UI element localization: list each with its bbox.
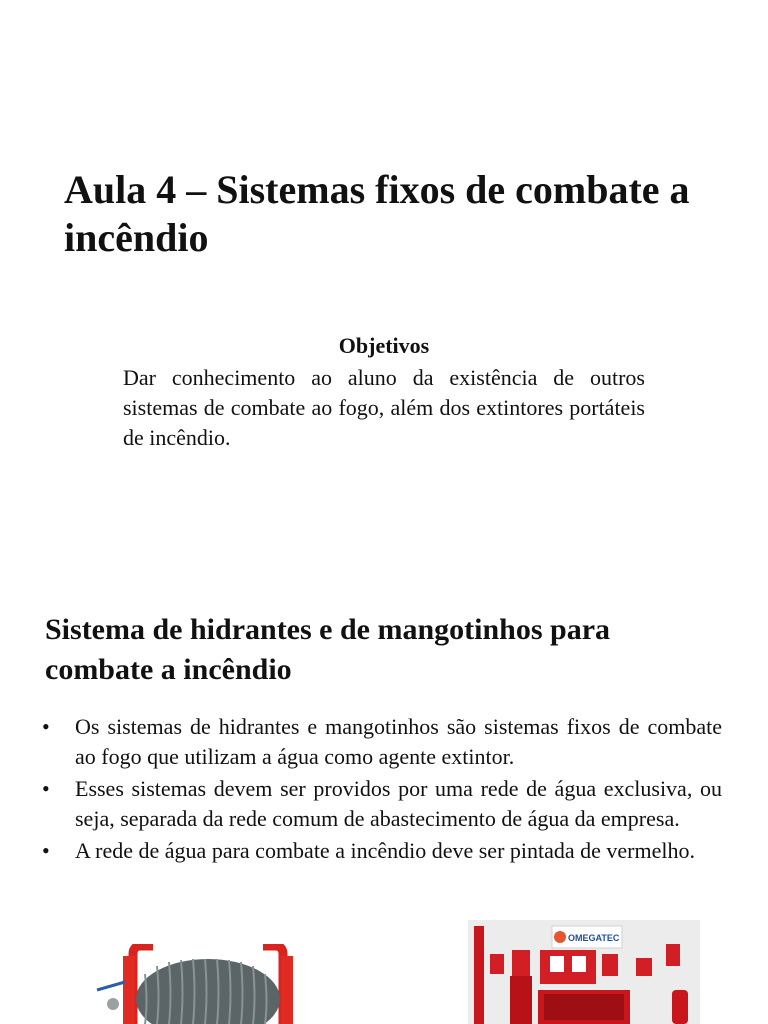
bullet-item	[42, 774, 722, 834]
slide-2	[0, 576, 768, 1024]
bullet-item	[42, 712, 722, 772]
bullet-icon: •	[42, 776, 50, 801]
hydrant-cabinet-image	[468, 920, 700, 1024]
bullet-item	[42, 836, 722, 866]
bullet-list	[42, 712, 722, 868]
bullet-text: Esses sistemas devem ser providos por uma rede de água exclusiva, ou seja, separada da rede comum de abastecimento de água da empresa.	[75, 776, 722, 831]
objectives-text: Dar conhecimento ao aluno da existência de outros sistemas de combate ao fogo, além dos extintores portáteis de incêndio.	[123, 365, 645, 450]
slide-title: Aula 4 – Sistemas fixos de combate a incêndio	[64, 167, 690, 260]
bullet-text: A rede de água para combate a incêndio deve ser pintada de vermelho.	[75, 838, 695, 863]
objectives-heading: Objetivos	[338, 333, 430, 358]
section-title: Sistema de hidrantes e de mangotinhos para combate a incêndio	[45, 613, 611, 686]
hose-reel-image	[93, 944, 323, 1024]
bullet-icon: •	[42, 838, 50, 863]
bullet-text: Os sistemas de hidrantes e mangotinhos são sistemas fixos de combate ao fogo que utilizam a água como agente extintor.	[75, 714, 722, 769]
bullet-icon: •	[42, 714, 50, 739]
cabinet-logo: OMEGATEC	[568, 933, 620, 943]
